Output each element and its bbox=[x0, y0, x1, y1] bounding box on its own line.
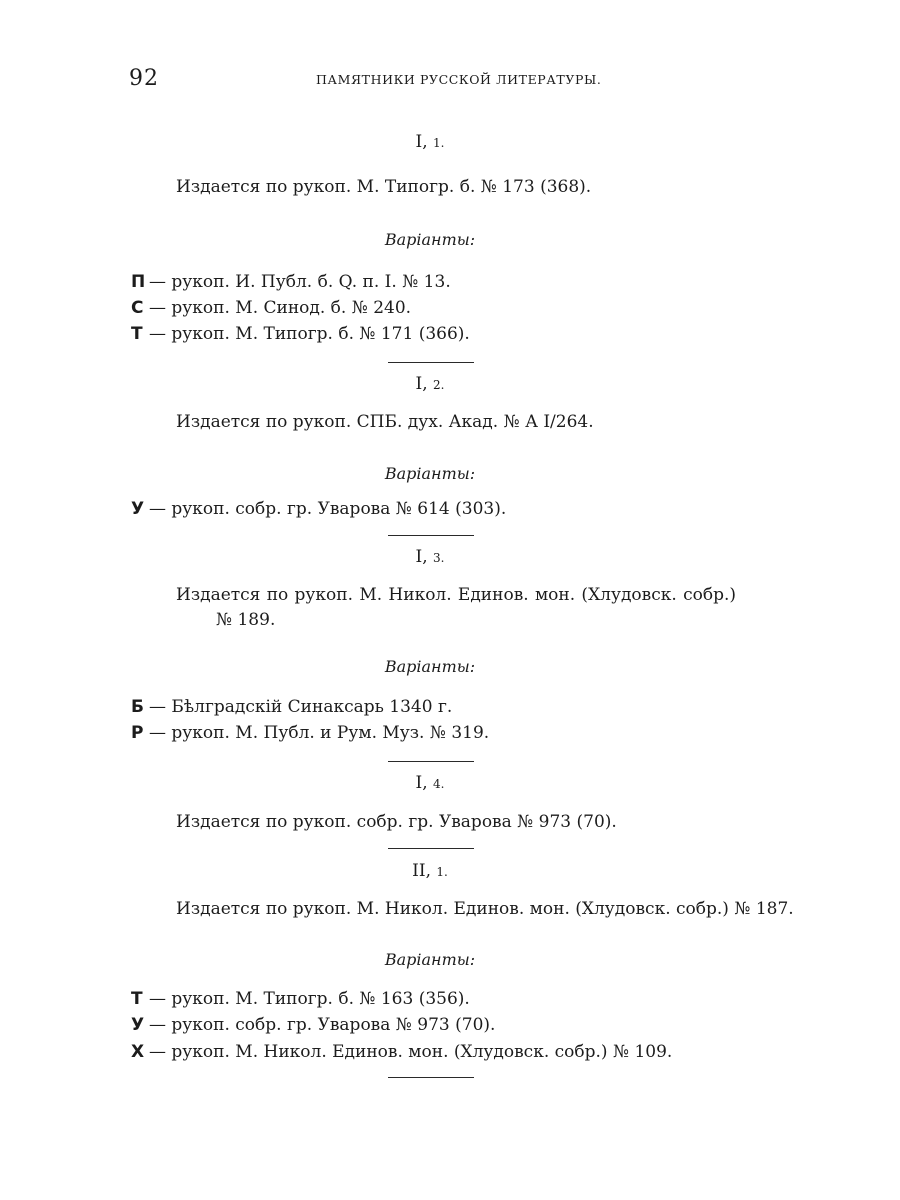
section-heading: I, 4. bbox=[415, 773, 445, 793]
source-line: Издается по рукоп. СПБ. дух. Акад. № А I/264. bbox=[176, 412, 594, 432]
source-line: Издается по рукоп. М. Типогр. б. № 173 (368). bbox=[176, 177, 592, 197]
section-heading: II, 1. bbox=[412, 861, 448, 881]
section-divider bbox=[388, 535, 474, 536]
section-divider bbox=[388, 1077, 474, 1078]
variants-label: Варіанты: bbox=[384, 464, 476, 483]
source-line: Издается по рукоп. собр. гр. Уварова № 973 (70). bbox=[176, 812, 617, 832]
section-divider bbox=[388, 761, 474, 762]
variant-item: Б — Бѣлградскій Синаксарь 1340 г. bbox=[131, 697, 453, 717]
variant-sigil: Х bbox=[131, 1042, 145, 1062]
variants-label: Варіанты: bbox=[384, 657, 476, 676]
variant-sigil: Б bbox=[131, 697, 144, 717]
variant-item: Т — рукоп. М. Типогр. б. № 163 (356). bbox=[131, 989, 470, 1009]
variant-item: С — рукоп. М. Синод. б. № 240. bbox=[131, 298, 412, 318]
section-divider bbox=[388, 848, 474, 849]
variant-sigil: У bbox=[131, 499, 145, 519]
section-divider bbox=[388, 362, 474, 363]
variant-item: У — рукоп. собр. гр. Уварова № 973 (70). bbox=[131, 1015, 496, 1035]
source-line-continued: № 189. bbox=[216, 610, 276, 630]
variant-sigil: Т bbox=[131, 324, 143, 344]
variants-label: Варіанты: bbox=[384, 230, 476, 249]
source-line: Издается по рукоп. М. Никол. Единов. мон. (Хлудовск. собр.) bbox=[176, 585, 736, 605]
section-heading: I, 3. bbox=[415, 547, 445, 567]
variant-sigil: П bbox=[131, 272, 146, 292]
variant-sigil: Т bbox=[131, 989, 143, 1009]
page-number: 92 bbox=[129, 66, 159, 91]
section-heading: I, 2. bbox=[415, 374, 445, 394]
source-line: Издается по рукоп. М. Никол. Единов. мон. (Хлудовск. собр.) № 187. bbox=[176, 899, 794, 919]
variant-item: Т — рукоп. М. Типогр. б. № 171 (366). bbox=[131, 324, 470, 344]
variant-item: У — рукоп. собр. гр. Уварова № 614 (303). bbox=[131, 499, 507, 519]
section-heading: I, 1. bbox=[415, 132, 445, 152]
variant-sigil: Р bbox=[131, 723, 144, 743]
variant-item: Х — рукоп. М. Никол. Единов. мон. (Хлудовск. собр.) № 109. bbox=[131, 1042, 673, 1062]
variants-label: Варіанты: bbox=[384, 950, 476, 969]
running-title: ПАМЯТНИКИ РУССКОЙ ЛИТЕРАТУРЫ. bbox=[316, 72, 602, 87]
variant-item: П — рукоп. И. Публ. б. Q. п. I. № 13. bbox=[131, 272, 451, 292]
variant-item: Р — рукоп. М. Публ. и Рум. Муз. № 319. bbox=[131, 723, 490, 743]
variant-sigil: У bbox=[131, 1015, 145, 1035]
variant-sigil: С bbox=[131, 298, 144, 318]
